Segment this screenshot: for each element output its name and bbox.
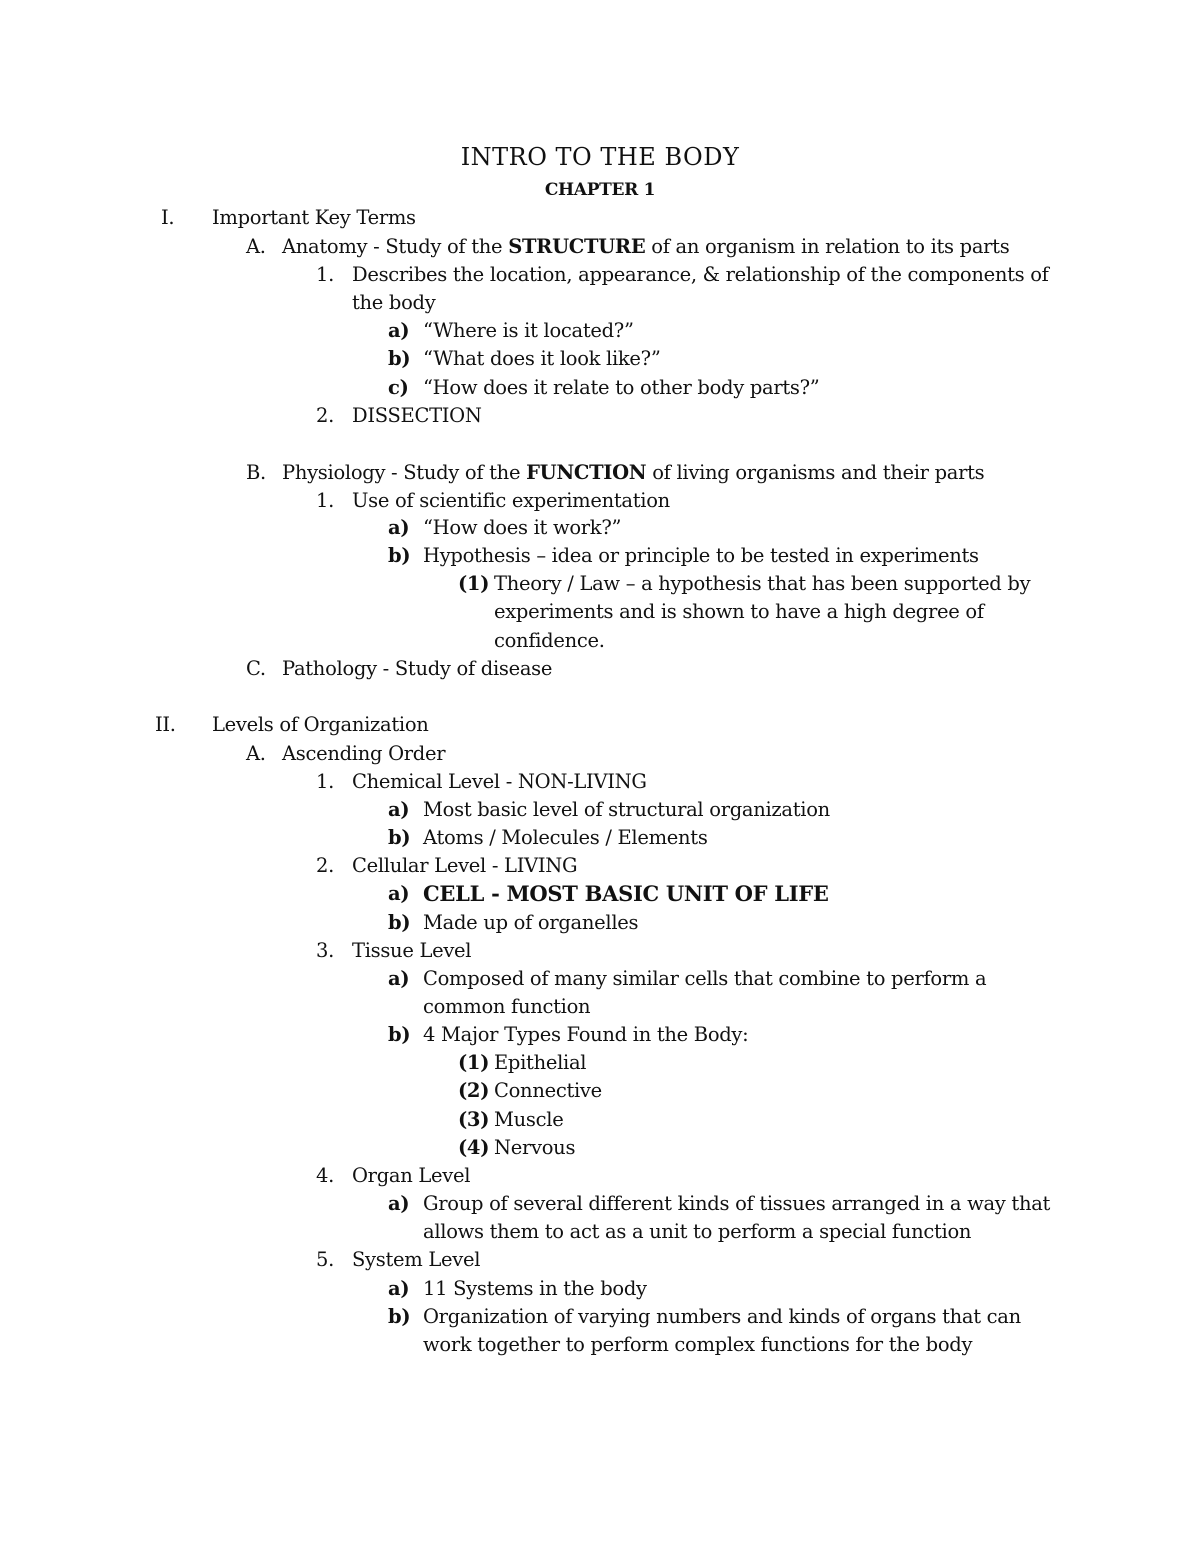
pathology-definition: Pathology - Study of disease <box>282 657 553 680</box>
tissue-type-1-text: Epithelial <box>494 1051 587 1074</box>
organ-sub-a-label: a) <box>388 1192 410 1215</box>
section-2-number: II. <box>155 713 176 736</box>
cellular-sub-a-text: CELL - MOST BASIC UNIT OF LIFE <box>423 881 829 906</box>
anatomy-keyword: STRUCTURE <box>508 235 646 258</box>
tissue-level-number: 3. <box>316 939 335 962</box>
page-title: INTRO TO THE BODY <box>460 143 740 171</box>
section-1-number: I. <box>161 206 175 229</box>
system-sub-b-line-2: work together to perform complex functions for the body <box>423 1333 973 1356</box>
theory-line-2: experiments and is shown to have a high degree of <box>494 600 984 623</box>
tissue-sub-a-label: a) <box>388 967 410 990</box>
tissue-type-3-label: (3) <box>458 1108 490 1131</box>
anatomy-sub-a-text: “Where is it located?” <box>423 319 634 342</box>
physiology-item-1-number: 1. <box>316 489 335 512</box>
anatomy-item-2-number: 2. <box>316 404 335 427</box>
organ-level-number: 4. <box>316 1164 335 1187</box>
tissue-sub-b-label: b) <box>388 1023 411 1046</box>
ascending-order-heading: Ascending Order <box>282 742 446 765</box>
tissue-sub-b-text: 4 Major Types Found in the Body: <box>423 1023 749 1046</box>
anatomy-marker: A. <box>246 235 266 258</box>
tissue-sub-a-line-1: Composed of many similar cells that combine to perform a <box>423 967 987 990</box>
cellular-level-number: 2. <box>316 854 335 877</box>
anatomy-suffix: of an organism in relation to its parts <box>645 235 1010 258</box>
chemical-sub-a-label: a) <box>388 798 410 821</box>
anatomy-item-1-number: 1. <box>316 263 335 286</box>
ascending-order-marker: A. <box>246 742 266 765</box>
anatomy-item-1-line-1: Describes the location, appearance, & relationship of the components of <box>352 263 1049 286</box>
chemical-sub-a-text: Most basic level of structural organization <box>423 798 830 821</box>
tissue-type-4-label: (4) <box>458 1136 490 1159</box>
organ-sub-a-line-2: allows them to act as a unit to perform a special function <box>423 1220 972 1243</box>
system-level-heading: System Level <box>352 1248 481 1271</box>
system-sub-b-line-1: Organization of varying numbers and kinds of organs that can <box>423 1305 1021 1328</box>
system-sub-b-label: b) <box>388 1305 411 1328</box>
tissue-sub-a-line-2: common function <box>423 995 591 1018</box>
anatomy-sub-c-text: “How does it relate to other body parts?” <box>423 376 820 399</box>
anatomy-item-1-line-2: the body <box>352 291 436 314</box>
physiology-suffix: of living organisms and their parts <box>646 461 985 484</box>
cellular-sub-a-label: a) <box>388 882 410 905</box>
physiology-sub-a-label: a) <box>388 516 410 539</box>
chemical-level-heading: Chemical Level - NON-LIVING <box>352 770 647 793</box>
tissue-type-2-label: (2) <box>458 1079 490 1102</box>
pathology-marker: C. <box>246 657 266 680</box>
physiology-marker: B. <box>246 461 266 484</box>
organ-level-heading: Organ Level <box>352 1164 471 1187</box>
cellular-sub-b-label: b) <box>388 911 411 934</box>
chemical-sub-b-text: Atoms / Molecules / Elements <box>423 826 708 849</box>
tissue-level-heading: Tissue Level <box>352 939 472 962</box>
cellular-sub-b-text: Made up of organelles <box>423 911 639 934</box>
section-2-heading: Levels of Organization <box>212 713 429 736</box>
theory-line-1: Theory / Law – a hypothesis that has been supported by <box>494 572 1031 595</box>
tissue-type-1-label: (1) <box>458 1051 490 1074</box>
physiology-sub-a-text: “How does it work?” <box>423 516 622 539</box>
anatomy-sub-b-label: b) <box>388 347 411 370</box>
system-sub-a-text: 11 Systems in the body <box>423 1277 647 1300</box>
organ-sub-a-line-1: Group of several different kinds of tissues arranged in a way that <box>423 1192 1051 1215</box>
cellular-level-heading: Cellular Level - LIVING <box>352 854 578 877</box>
anatomy-definition <box>282 233 1009 261</box>
anatomy-sub-a-label: a) <box>388 319 410 342</box>
tissue-type-4-text: Nervous <box>494 1136 576 1159</box>
chemical-level-number: 1. <box>316 770 335 793</box>
system-level-number: 5. <box>316 1248 335 1271</box>
tissue-type-2-text: Connective <box>494 1079 602 1102</box>
tissue-type-3-text: Muscle <box>494 1108 564 1131</box>
anatomy-sub-b-text: “What does it look like?” <box>423 347 661 370</box>
physiology-prefix: Physiology - Study of the <box>282 461 527 484</box>
chemical-sub-b-label: b) <box>388 826 411 849</box>
theory-line-3: confidence. <box>494 629 605 652</box>
section-1-heading: Important Key Terms <box>212 206 416 229</box>
page-subtitle: CHAPTER 1 <box>544 180 656 200</box>
physiology-keyword: FUNCTION <box>526 461 647 484</box>
physiology-sub-b-text: Hypothesis – idea or principle to be tested in experiments <box>423 544 979 567</box>
physiology-item-1-text: Use of scientific experimentation <box>352 489 670 512</box>
physiology-sub-b-label: b) <box>388 544 411 567</box>
theory-label: (1) <box>458 572 490 595</box>
system-sub-a-label: a) <box>388 1277 410 1300</box>
anatomy-prefix: Anatomy - Study of the <box>282 235 509 258</box>
anatomy-sub-c-label: c) <box>388 376 409 399</box>
physiology-definition <box>282 459 984 487</box>
anatomy-item-2-text: DISSECTION <box>352 404 482 427</box>
